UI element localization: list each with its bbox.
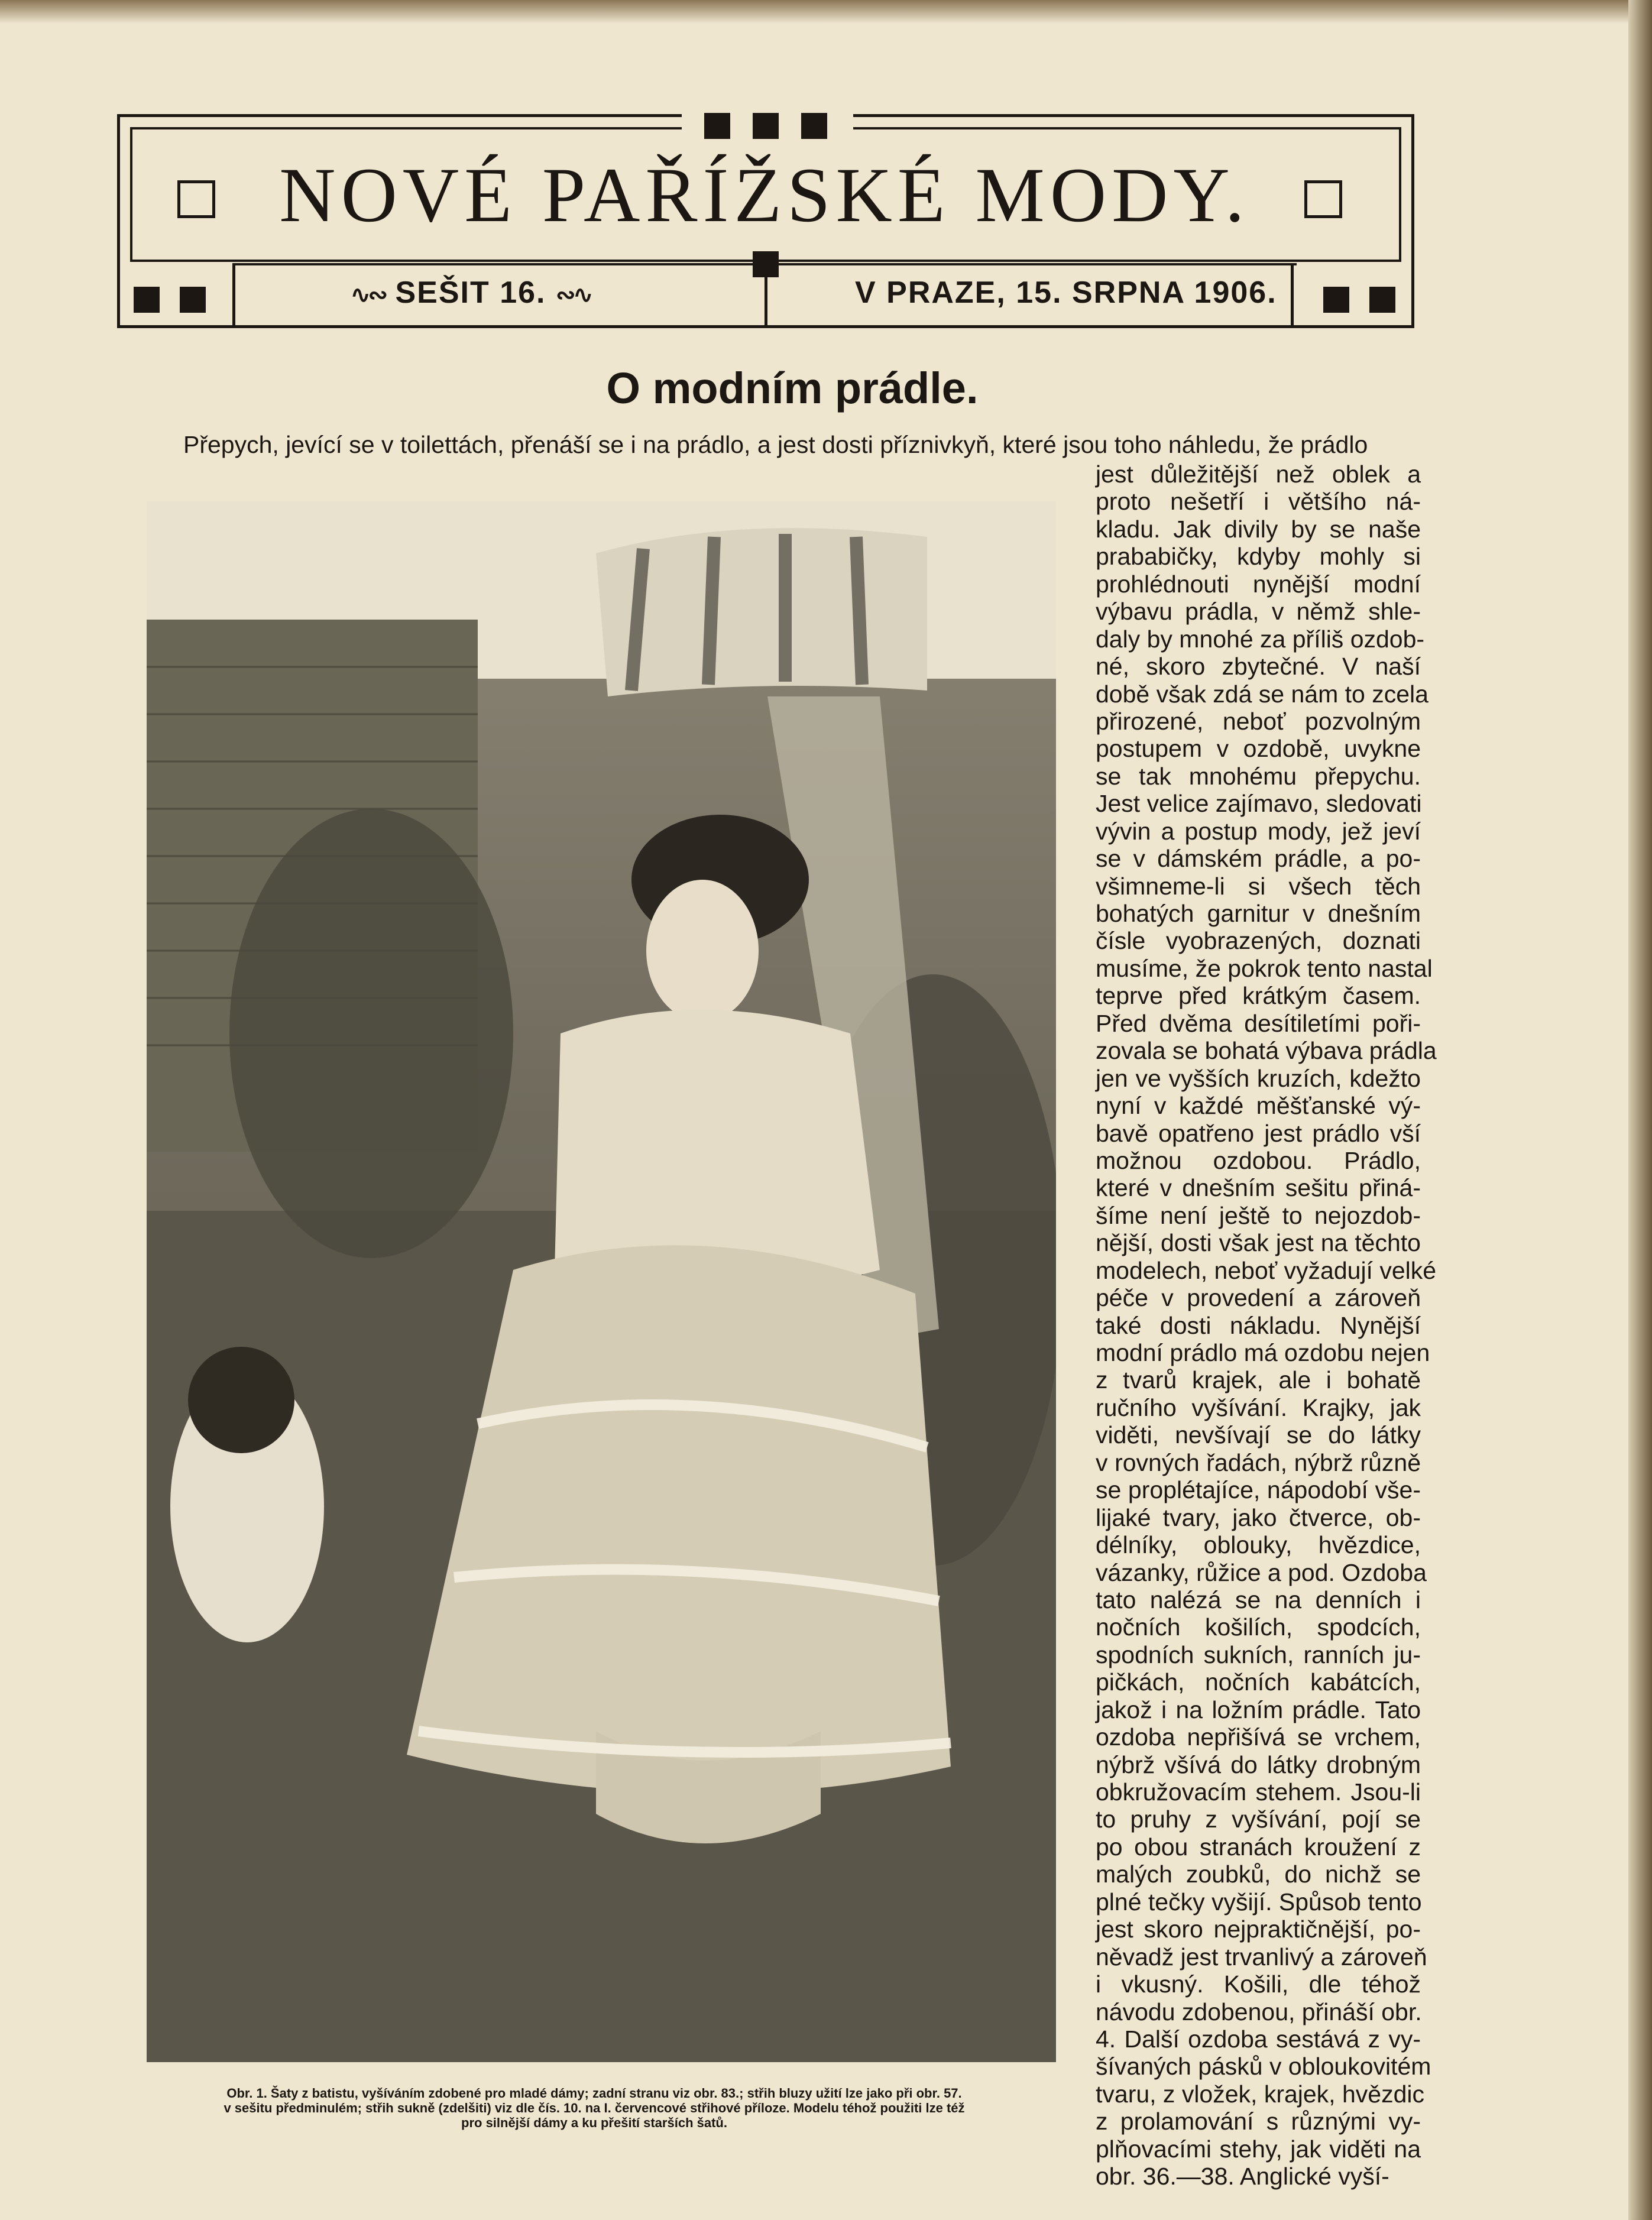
- column-line: jakož i na ložním prádle. Tato: [1096, 1696, 1421, 1723]
- column-line: vázanky, růžice a pod. Ozdoba: [1096, 1558, 1427, 1586]
- column-line: se v dámském prádle, a po-: [1096, 845, 1421, 873]
- column-line: plné tečky vyšijí. Spůsob tento: [1096, 1888, 1422, 1916]
- page-edge-top: [0, 0, 1652, 24]
- masthead: [117, 114, 1414, 328]
- column-line: šívaných pásků v obloukovitém: [1096, 2053, 1431, 2080]
- column-line: i vkusný. Košili, dle téhož: [1096, 1971, 1421, 1998]
- column-line: jen ve vyšších kruzích, kdežto: [1096, 1064, 1421, 1092]
- column-line: pičkách, nočních kabátcích,: [1096, 1668, 1421, 1696]
- column-line: které v dnešním sešitu přiná-: [1096, 1174, 1421, 1202]
- column-line: všimneme-li si všech těch: [1096, 872, 1421, 900]
- column-line: jest důležitější než oblek a: [1096, 461, 1421, 488]
- column-line: proto nešetří i většího ná-: [1096, 488, 1421, 516]
- column-line: šíme není ještě to nejozdob-: [1096, 1201, 1421, 1229]
- page-edge-right: [1628, 0, 1652, 2220]
- column-line: jest skoro nejpraktičnější, po-: [1096, 1916, 1421, 1943]
- ornament-square: [801, 113, 827, 139]
- ornament-square: [1323, 287, 1349, 313]
- column-line: nější, dosti však jest na těchto: [1096, 1229, 1421, 1257]
- article-lead: Přepych, jevící se v toilettách, přenáší se i na prádlo, a jest dosti příznivkyň, které jsou toho náhledu, že prádlo: [183, 431, 1368, 458]
- issue-date: V PRAZE, 15. SRPNA 1906.: [855, 276, 1277, 310]
- ornament-square: [704, 113, 730, 139]
- column-line: teprve před krátkým časem.: [1096, 982, 1421, 1010]
- ornament-square: [753, 113, 779, 139]
- caption-line: Obr. 1. Šaty z batistu, vyšíváním zdobené pro mladé dámy; zadní stranu viz obr. 83.; střih bluzy užití lze jako při obr. 57.: [226, 2086, 962, 2101]
- column-line: spodních sukních, ranních ju-: [1096, 1641, 1421, 1668]
- column-line: bohatých garnitur v dnešním: [1096, 900, 1421, 927]
- column-line: né, skoro zbytečné. V naší: [1096, 653, 1421, 680]
- column-line: z tvarů krajek, ale i bohatě: [1096, 1366, 1421, 1394]
- column-line: péče v provedení a zároveň: [1096, 1284, 1421, 1312]
- column-line: modní prádlo má ozdobu nejen: [1096, 1339, 1430, 1366]
- column-line: malých zoubků, do nichž se: [1096, 1861, 1421, 1888]
- masthead-title: NOVÉ PAŘÍŽSKÉ MODY.: [279, 151, 1250, 238]
- column-line: tvaru, z vložek, krajek, hvězdic: [1096, 2080, 1424, 2108]
- figure-caption: [118, 2086, 1070, 2130]
- column-line: vývin a postup mody, jež jeví: [1096, 817, 1421, 845]
- column-line: prababičky, kdyby mohly si: [1096, 543, 1421, 571]
- column-line: modelech, neboť vyžadují velké: [1096, 1256, 1437, 1284]
- column-line: ručního vyšívání. Krajky, jak: [1096, 1393, 1421, 1421]
- illustration-drawing: [147, 501, 1056, 2062]
- column-line: čísle vyobrazených, doznati: [1096, 927, 1421, 955]
- column-line: zovala se bohatá výbava prádla: [1096, 1037, 1437, 1065]
- masthead-divider: [1291, 263, 1294, 328]
- masthead-divider: [232, 263, 235, 328]
- column-line: se tak mnohému přepychu.: [1096, 762, 1421, 790]
- column-line: tato nalézá se na denních i: [1096, 1586, 1421, 1613]
- caption-line: v sešitu předminulém; střih sukně (zdelšiti) viz dle čís. 10. na I. červencové střihové příloze. Modelu téhož použiti lze též: [223, 2101, 965, 2115]
- column-line: něvadž jest trvanlivý a zároveň: [1096, 1943, 1427, 1971]
- masthead-divider: [765, 263, 767, 328]
- column-line: nýbrž všívá do látky drobným: [1096, 1751, 1421, 1778]
- column-line: bavě opatřeno jest prádlo vší: [1096, 1119, 1421, 1147]
- column-line: možnou ozdobou. Prádlo,: [1096, 1146, 1421, 1174]
- column-line: také dosti nákladu. Nynější: [1096, 1311, 1421, 1339]
- column-line: z prolamování s různými vy-: [1096, 2108, 1421, 2135]
- column-line: nočních košilích, spodcích,: [1096, 1613, 1421, 1641]
- caption-line: pro silnější dámy a ku přešití starších šatů.: [461, 2115, 727, 2130]
- column-line: to pruhy z vyšívání, pojí se: [1096, 1806, 1421, 1833]
- column-line: nyní v každé měšťanské vý-: [1096, 1092, 1421, 1120]
- ornament-square: [1369, 287, 1395, 313]
- column-line: Před dvěma desítiletími poři-: [1096, 1009, 1421, 1037]
- left-flourish-icon: ∿∾: [351, 282, 386, 308]
- ornament-square: [134, 287, 160, 313]
- column-line: daly by mnohé za příliš ozdob-: [1096, 625, 1425, 653]
- column-line: délníky, oblouky, hvězdice,: [1096, 1531, 1421, 1559]
- column-line: výbavu prádla, v němž shle-: [1096, 598, 1421, 626]
- column-line: se proplétajíce, nápodobí vše-: [1096, 1476, 1421, 1504]
- column-line: v rovných řadách, nýbrž různě: [1096, 1448, 1421, 1476]
- column-line: obkružovacím stehem. Jsou-li: [1096, 1778, 1421, 1806]
- title-open-square: [1304, 180, 1342, 218]
- column-line: prohlédnouti nynější modní: [1096, 570, 1421, 598]
- column-line: obr. 36.—38. Anglické vyší-: [1096, 2163, 1389, 2190]
- column-line: viděti, nevšívají se do látky: [1096, 1421, 1421, 1449]
- article-column: [1096, 461, 1437, 2190]
- column-line: 4. Další ozdoba sestává z vy-: [1096, 2025, 1421, 2053]
- column-line: postupem v ozdobě, uvykne: [1096, 735, 1421, 763]
- right-flourish-icon: ∾∿: [555, 282, 591, 308]
- ornament-square: [180, 287, 206, 313]
- column-line: Jest velice zajímavo, sledovati: [1096, 790, 1422, 818]
- column-line: přirozené, neboť pozvolným: [1096, 707, 1421, 735]
- fashion-illustration: [147, 501, 1056, 2062]
- column-line: lijaké tvary, jako čtverce, ob-: [1096, 1503, 1421, 1531]
- column-line: návodu zdobenou, přináší obr.: [1096, 1998, 1422, 2025]
- column-line: ozdoba nepřišívá se vrchem,: [1096, 1723, 1421, 1751]
- column-line: po obou stranách kroužení z: [1096, 1833, 1421, 1861]
- column-line: době však zdá se nám to zcela: [1096, 680, 1429, 708]
- issue-number: SEŠIT 16.: [395, 276, 546, 310]
- column-line: kladu. Jak divily by se naše: [1096, 515, 1421, 543]
- column-line: plňovacími stehy, jak viděti na: [1096, 2135, 1421, 2163]
- column-line: musíme, že pokrok tento nastal: [1096, 954, 1433, 982]
- article-headline: O modním prádle.: [606, 364, 979, 413]
- issue-line: [351, 275, 591, 310]
